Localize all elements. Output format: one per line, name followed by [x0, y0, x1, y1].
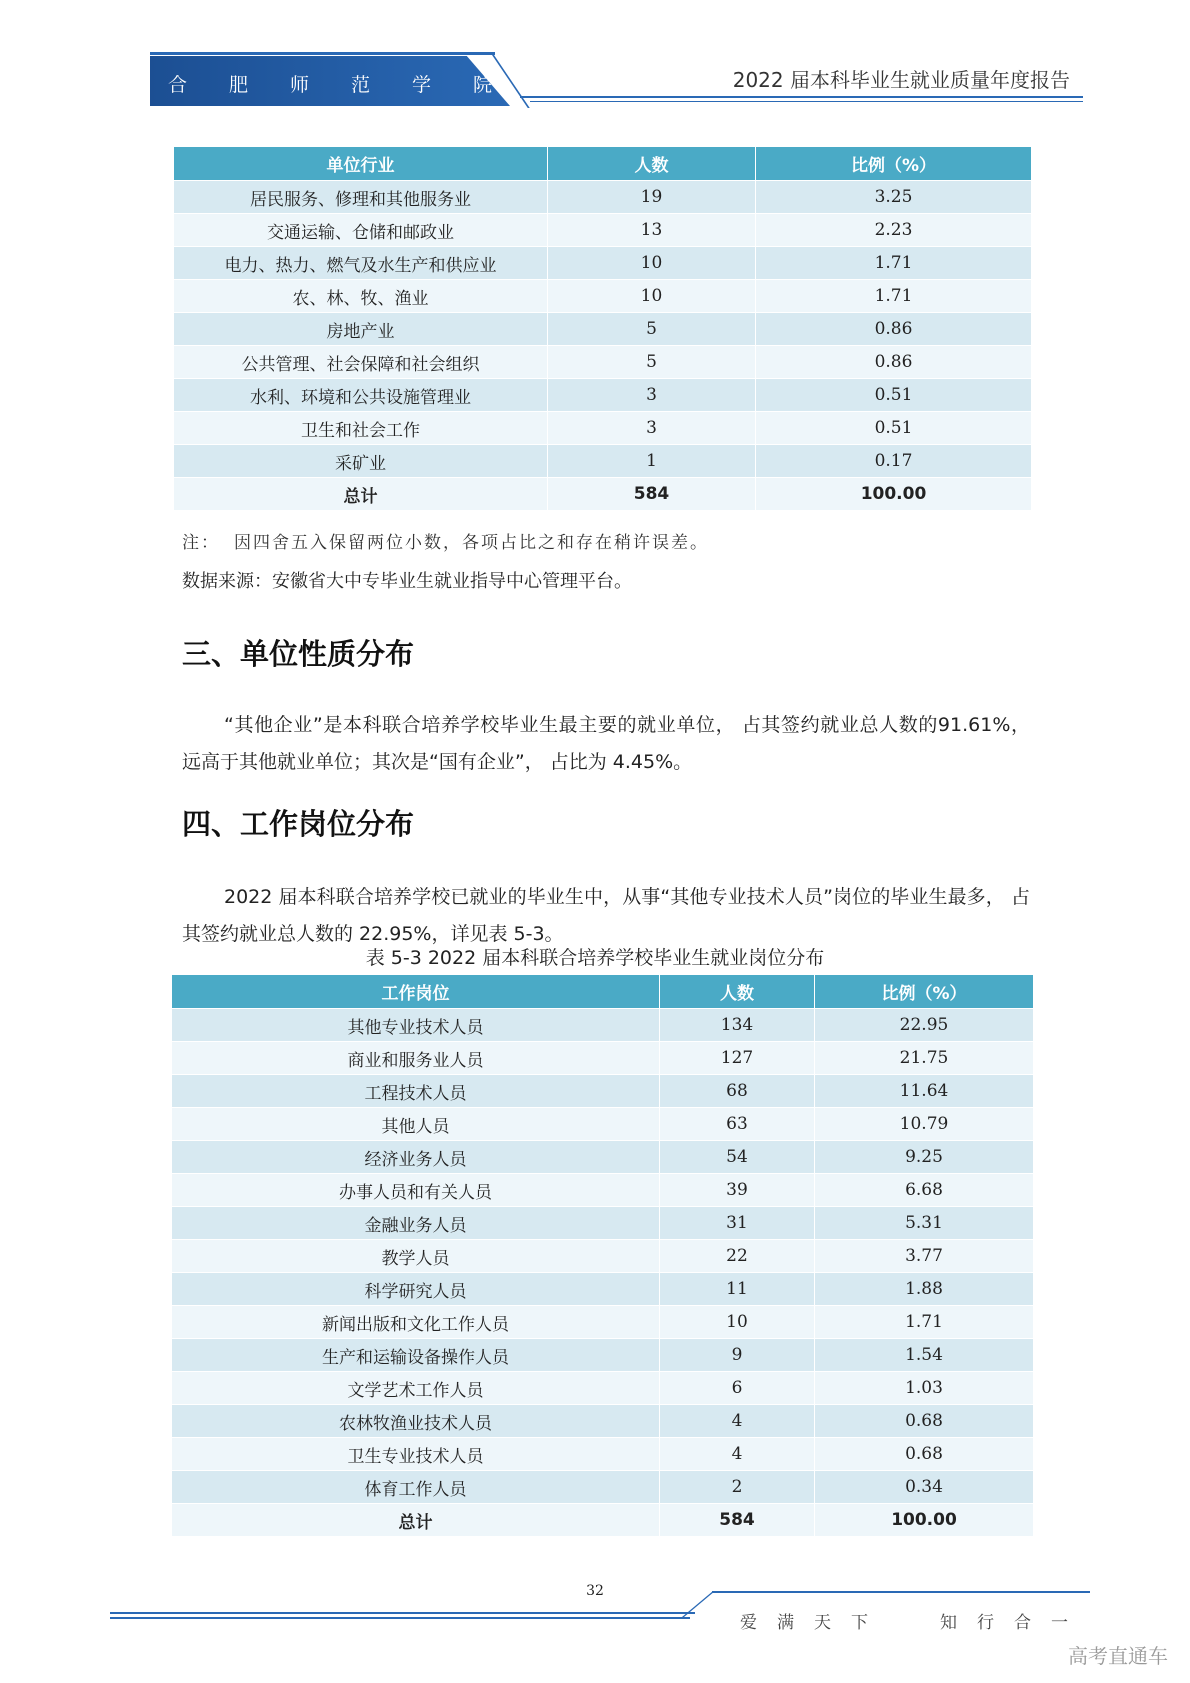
percent-cell: 11.64: [815, 1075, 1034, 1108]
total-count-cell: 584: [660, 1504, 815, 1537]
watermark: 高考直通车: [1068, 1644, 1168, 1668]
total-count-cell: 584: [548, 478, 756, 511]
count-cell: 10: [548, 247, 756, 280]
page-number: 32: [586, 1583, 604, 1599]
category-cell: 水利、环境和公共设施管理业: [174, 379, 548, 412]
table-caption: 表 5-3 2022 届本科联合培养学校毕业生就业岗位分布: [365, 947, 825, 969]
count-cell: 4: [660, 1405, 815, 1438]
table-row: [172, 1075, 1034, 1108]
table-row: [172, 1174, 1034, 1207]
footer-motto-left: 爱满天下: [740, 1613, 888, 1633]
count-cell: 1: [548, 445, 756, 478]
count-cell: 3: [548, 379, 756, 412]
footer-rule-lower: [110, 1617, 690, 1619]
percent-cell: 2.23: [756, 214, 1032, 247]
section-4-paragraph: 2022 届本科联合培养学校已就业的毕业生中，从事“其他专业技术人员”岗位的毕业生最多， 占其签约就业总人数的 22.95%，详见表 5-3。: [182, 886, 1030, 945]
table-row: [172, 1141, 1034, 1174]
total-label-cell: 总计: [174, 478, 548, 511]
percent-cell: 5.31: [815, 1207, 1034, 1240]
percent-cell: 1.71: [756, 280, 1032, 313]
percent-cell: 3.25: [756, 181, 1032, 214]
count-cell: 2: [660, 1471, 815, 1504]
percent-cell: 0.68: [815, 1405, 1034, 1438]
category-cell: 科学研究人员: [172, 1273, 660, 1306]
footer-motto-right: 知行合一: [940, 1613, 1088, 1633]
count-cell: 3: [548, 412, 756, 445]
percent-cell: 0.86: [756, 313, 1032, 346]
header-rule: [520, 96, 1083, 98]
table-row: [172, 1009, 1034, 1042]
count-cell: 63: [660, 1108, 815, 1141]
percent-cell: 0.68: [815, 1438, 1034, 1471]
total-row: [174, 478, 1032, 511]
table-header-row: [172, 975, 1034, 1009]
table-row: [172, 1438, 1034, 1471]
percent-cell: 1.54: [815, 1339, 1034, 1372]
category-cell: 公共管理、社会保障和社会组织: [174, 346, 548, 379]
table-row: [172, 1042, 1034, 1075]
industry-table: [173, 146, 1032, 511]
category-cell: 其他人员: [172, 1108, 660, 1141]
percent-cell: 0.34: [815, 1471, 1034, 1504]
data-source: 数据来源：安徽省大中专毕业生就业指导中心管理平台。: [182, 571, 632, 592]
table-row: [172, 1471, 1034, 1504]
percent-cell: 1.71: [756, 247, 1032, 280]
category-cell: 其他专业技术人员: [172, 1009, 660, 1042]
table-row: [172, 1207, 1034, 1240]
footer-rule: [110, 1612, 695, 1614]
table-row: [174, 379, 1032, 412]
percent-cell: 9.25: [815, 1141, 1034, 1174]
column-header: 比例（%）: [756, 147, 1032, 181]
percent-cell: 0.86: [756, 346, 1032, 379]
column-header: 人数: [660, 975, 815, 1009]
percent-cell: 10.79: [815, 1108, 1034, 1141]
count-cell: 10: [548, 280, 756, 313]
count-cell: 54: [660, 1141, 815, 1174]
category-cell: 采矿业: [174, 445, 548, 478]
category-cell: 居民服务、修理和其他服务业: [174, 181, 548, 214]
total-percent-cell: 100.00: [815, 1504, 1034, 1537]
column-header: 人数: [548, 147, 756, 181]
column-header: 工作岗位: [172, 975, 660, 1009]
percent-cell: 0.51: [756, 379, 1032, 412]
footer-rule-right: [712, 1591, 1090, 1593]
percent-cell: 1.88: [815, 1273, 1034, 1306]
table-row: [172, 1273, 1034, 1306]
section-heading-4: 四、工作岗位分布: [182, 807, 415, 841]
count-cell: 5: [548, 313, 756, 346]
category-cell: 金融业务人员: [172, 1207, 660, 1240]
column-header: 单位行业: [174, 147, 548, 181]
table-note: [182, 528, 709, 553]
count-cell: 10: [660, 1306, 815, 1339]
table-row: [172, 1240, 1034, 1273]
percent-cell: 21.75: [815, 1042, 1034, 1075]
count-cell: 4: [660, 1438, 815, 1471]
count-cell: 22: [660, 1240, 815, 1273]
table-row: [174, 280, 1032, 313]
total-label-cell: 总计: [172, 1504, 660, 1537]
category-cell: 农林牧渔业技术人员: [172, 1405, 660, 1438]
category-cell: 教学人员: [172, 1240, 660, 1273]
table-row: [174, 313, 1032, 346]
total-percent-cell: 100.00: [756, 478, 1032, 511]
table-row: [174, 445, 1032, 478]
table-row: [174, 214, 1032, 247]
header-blue-top-line: [150, 52, 495, 55]
note-text: 因四舍五入保留两位小数，各项占比之和存在稍许误差。: [234, 533, 709, 553]
header-report-title: 2022 届本科毕业生就业质量年度报告: [732, 68, 1070, 92]
percent-cell: 0.17: [756, 445, 1032, 478]
category-cell: 新闻出版和文化工作人员: [172, 1306, 660, 1339]
percent-cell: 22.95: [815, 1009, 1034, 1042]
percent-cell: 6.68: [815, 1174, 1034, 1207]
table-row: [172, 1108, 1034, 1141]
table-row: [172, 1405, 1034, 1438]
count-cell: 19: [548, 181, 756, 214]
count-cell: 6: [660, 1372, 815, 1405]
total-row: [172, 1504, 1034, 1537]
section-3-paragraph: “其他企业”是本科联合培养学校毕业生最主要的就业单位， 占其签约就业总人数的91.61%， 远高于其他就业单位；其次是“国有企业”， 占比为 4.45%。: [182, 714, 1030, 773]
job-position-table: [171, 974, 1034, 1537]
table-row: [172, 1372, 1034, 1405]
column-header: 比例（%）: [815, 975, 1034, 1009]
table-row: [172, 1306, 1034, 1339]
category-cell: 工程技术人员: [172, 1075, 660, 1108]
category-cell: 电力、热力、燃气及水生产和供应业: [174, 247, 548, 280]
category-cell: 文学艺术工作人员: [172, 1372, 660, 1405]
percent-cell: 3.77: [815, 1240, 1034, 1273]
count-cell: 5: [548, 346, 756, 379]
category-cell: 办事人员和有关人员: [172, 1174, 660, 1207]
category-cell: 经济业务人员: [172, 1141, 660, 1174]
header-school-name: 合肥师范学院: [168, 74, 535, 96]
count-cell: 39: [660, 1174, 815, 1207]
category-cell: 商业和服务业人员: [172, 1042, 660, 1075]
count-cell: 68: [660, 1075, 815, 1108]
category-cell: 交通运输、仓储和邮政业: [174, 214, 548, 247]
category-cell: 卫生专业技术人员: [172, 1438, 660, 1471]
table-row: [174, 346, 1032, 379]
percent-cell: 0.51: [756, 412, 1032, 445]
category-cell: 房地产业: [174, 313, 548, 346]
table-row: [172, 1339, 1034, 1372]
count-cell: 127: [660, 1042, 815, 1075]
count-cell: 134: [660, 1009, 815, 1042]
category-cell: 体育工作人员: [172, 1471, 660, 1504]
category-cell: 生产和运输设备操作人员: [172, 1339, 660, 1372]
section-heading-3: 三、单位性质分布: [182, 637, 415, 671]
table-header-row: [174, 147, 1032, 181]
count-cell: 11: [660, 1273, 815, 1306]
table-row: [174, 247, 1032, 280]
header-rule-thin: [530, 101, 1083, 102]
table-row: [174, 181, 1032, 214]
category-cell: 农、林、牧、渔业: [174, 280, 548, 313]
count-cell: 31: [660, 1207, 815, 1240]
count-cell: 9: [660, 1339, 815, 1372]
category-cell: 卫生和社会工作: [174, 412, 548, 445]
note-label: 注：: [182, 533, 220, 553]
percent-cell: 1.03: [815, 1372, 1034, 1405]
percent-cell: 1.71: [815, 1306, 1034, 1339]
table-row: [174, 412, 1032, 445]
count-cell: 13: [548, 214, 756, 247]
